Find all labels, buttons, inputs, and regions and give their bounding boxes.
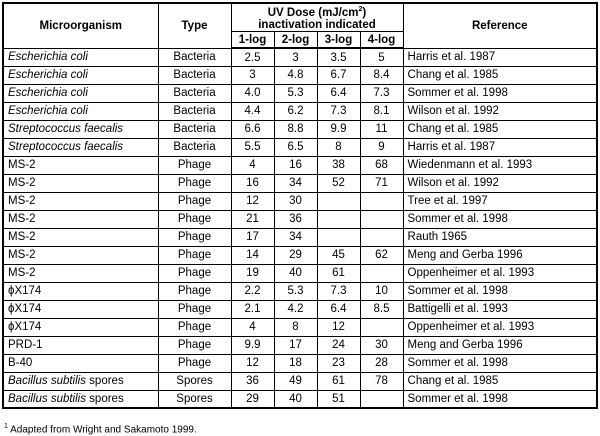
cell-reference: Wilson et al. 1992 [403,174,597,192]
cell-3-log: 9.9 [317,120,360,138]
cell-4-log [360,192,403,210]
cell-type: Bacteria [158,120,231,138]
cell-type: Spores [158,390,231,408]
cell-1-log: 21 [231,210,274,228]
cell-type: Phage [158,282,231,300]
cell-type: Phage [158,318,231,336]
cell-3-log: 61 [317,372,360,390]
cell-3-log: 6.4 [317,300,360,318]
table-row [3,192,597,210]
cell-1-log: 12 [231,192,274,210]
cell-1-log: 5.5 [231,138,274,156]
cell-2-log: 40 [274,264,317,282]
cell-3-log: 8 [317,138,360,156]
cell-1-log: 17 [231,228,274,246]
table-row [3,354,597,372]
cell-microorganism [3,390,158,408]
cell-4-log: 8.5 [360,300,403,318]
cell-microorganism: ϕX174 [3,300,158,318]
footnote [4,421,197,436]
cell-2-log: 34 [274,228,317,246]
cell-4-log [360,318,403,336]
cell-reference: Sommer et al. 1998 [403,210,597,228]
cell-2-log: 4.2 [274,300,317,318]
header-reference: Reference [403,3,597,48]
cell-microorganism: Escherichia coli [3,48,158,66]
cell-1-log: 3 [231,66,274,84]
cell-2-log: 6.5 [274,138,317,156]
cell-2-log: 8 [274,318,317,336]
cell-microorganism-italic: Bacillus subtilis [8,375,86,388]
cell-3-log: 51 [317,390,360,408]
cell-4-log: 62 [360,246,403,264]
cell-reference: Rauth 1965 [403,228,597,246]
cell-reference: Chang et al. 1985 [403,66,597,84]
cell-microorganism: ϕX174 [3,318,158,336]
cell-type: Phage [158,228,231,246]
cell-reference: Sommer et al. 1998 [403,84,597,102]
table-row [3,210,597,228]
cell-2-log: 6.2 [274,102,317,120]
cell-reference: Wiedenmann et al. 1993 [403,156,597,174]
footnote-mark: 1 [4,423,8,430]
cell-type: Bacteria [158,84,231,102]
cell-microorganism: MS-2 [3,228,158,246]
cell-type: Bacteria [158,66,231,84]
cell-2-log: 34 [274,174,317,192]
header-uv-dose-suffix: ) [362,6,367,19]
cell-4-log [360,264,403,282]
cell-type: Phage [158,246,231,264]
cell-microorganism: Escherichia coli [3,102,158,120]
cell-microorganism: MS-2 [3,264,158,282]
header-microorganism: Microorganism [3,3,158,48]
cell-type: Phage [158,300,231,318]
cell-3-log [317,192,360,210]
table-row [3,264,597,282]
cell-type: Phage [158,192,231,210]
cell-type: Phage [158,336,231,354]
cell-2-log: 49 [274,372,317,390]
header-uv-dose [231,3,403,31]
table-row [3,120,597,138]
cell-3-log: 7.3 [317,282,360,300]
cell-microorganism-rest: spores [85,375,124,388]
table-row [3,174,597,192]
cell-reference: Harris et al. 1987 [403,48,597,66]
cell-microorganism: ϕX174 [3,282,158,300]
cell-1-log: 2.2 [231,282,274,300]
cell-reference: Chang et al. 1985 [403,120,597,138]
cell-1-log: 36 [231,372,274,390]
table-row [3,318,597,336]
table-row [3,138,597,156]
cell-3-log: 52 [317,174,360,192]
cell-3-log: 23 [317,354,360,372]
table-row [3,336,597,354]
cell-3-log: 38 [317,156,360,174]
cell-1-log: 12 [231,354,274,372]
cell-3-log: 6.7 [317,66,360,84]
table-row [3,48,597,66]
cell-1-log: 19 [231,264,274,282]
cell-1-log: 2.1 [231,300,274,318]
cell-microorganism: MS-2 [3,210,158,228]
table-row [3,84,597,102]
cell-type: Phage [158,354,231,372]
table-row [3,156,597,174]
table-row [3,246,597,264]
header-uv-dose-prefix: UV Dose (mJ/cm [267,6,359,19]
cell-3-log: 6.4 [317,84,360,102]
cell-microorganism: MS-2 [3,246,158,264]
cell-type: Phage [158,174,231,192]
uv-dose-table [2,2,598,409]
cell-4-log: 68 [360,156,403,174]
cell-4-log [360,228,403,246]
cell-3-log: 3.5 [317,48,360,66]
cell-2-log: 29 [274,246,317,264]
table-body [3,48,597,408]
cell-microorganism: PRD-1 [3,336,158,354]
cell-2-log: 5.3 [274,84,317,102]
cell-4-log: 8.4 [360,66,403,84]
cell-reference: Tree et al. 1997 [403,192,597,210]
cell-reference: Harris et al. 1987 [403,138,597,156]
cell-microorganism [3,372,158,390]
cell-4-log: 11 [360,120,403,138]
cell-2-log: 40 [274,390,317,408]
cell-type: Phage [158,264,231,282]
cell-reference: Sommer et al. 1998 [403,354,597,372]
table-row [3,300,597,318]
table-row [3,102,597,120]
cell-1-log: 6.6 [231,120,274,138]
cell-4-log: 9 [360,138,403,156]
cell-1-log: 14 [231,246,274,264]
cell-microorganism: Streptococcus faecalis [3,138,158,156]
cell-3-log: 45 [317,246,360,264]
cell-type: Bacteria [158,102,231,120]
cell-3-log [317,228,360,246]
cell-type: Bacteria [158,48,231,66]
cell-2-log: 5.3 [274,282,317,300]
cell-1-log: 2.5 [231,48,274,66]
cell-3-log: 61 [317,264,360,282]
cell-4-log: 78 [360,372,403,390]
cell-reference: Sommer et al. 1998 [403,282,597,300]
header-2-log: 2-log [274,31,317,48]
cell-type: Phage [158,156,231,174]
cell-1-log: 4 [231,156,274,174]
header-3-log: 3-log [317,31,360,48]
cell-3-log: 24 [317,336,360,354]
table-row [3,228,597,246]
cell-1-log: 16 [231,174,274,192]
cell-3-log: 7.3 [317,102,360,120]
header-4-log: 4-log [360,31,403,48]
cell-4-log: 7.3 [360,84,403,102]
cell-4-log: 8.1 [360,102,403,120]
cell-1-log: 4 [231,318,274,336]
cell-4-log: 71 [360,174,403,192]
table-row [3,372,597,390]
footnote-text: Adapted from Wright and Sakamoto 1999. [7,424,197,436]
cell-2-log: 8.8 [274,120,317,138]
cell-1-log: 9.9 [231,336,274,354]
cell-2-log: 17 [274,336,317,354]
cell-1-log: 4.0 [231,84,274,102]
cell-1-log: 29 [231,390,274,408]
header-type: Type [158,3,231,48]
cell-microorganism-rest: spores [85,393,124,406]
cell-2-log: 30 [274,192,317,210]
cell-microorganism: Streptococcus faecalis [3,120,158,138]
cell-1-log: 4.4 [231,102,274,120]
cell-type: Spores [158,372,231,390]
cell-microorganism: MS-2 [3,192,158,210]
table-row [3,66,597,84]
cell-3-log: 12 [317,318,360,336]
table-row [3,282,597,300]
table-row [3,390,597,408]
cell-2-log: 3 [274,48,317,66]
cell-type: Bacteria [158,138,231,156]
cell-4-log: 30 [360,336,403,354]
cell-4-log: 28 [360,354,403,372]
cell-2-log: 18 [274,354,317,372]
cell-reference: Chang et al. 1985 [403,372,597,390]
header-uv-dose-sup: 2 [358,6,363,13]
cell-4-log [360,390,403,408]
cell-microorganism: MS-2 [3,156,158,174]
cell-reference: Sommer et al. 1998 [403,390,597,408]
cell-microorganism-italic: Bacillus subtilis [8,393,86,406]
cell-reference: Oppenheimer et al. 1993 [403,318,597,336]
cell-2-log: 16 [274,156,317,174]
cell-2-log: 4.8 [274,66,317,84]
cell-4-log: 5 [360,48,403,66]
cell-4-log [360,210,403,228]
cell-4-log: 10 [360,282,403,300]
cell-microorganism: B-40 [3,354,158,372]
cell-reference: Oppenheimer et al. 1993 [403,264,597,282]
cell-type: Phage [158,210,231,228]
header-uv-dose-line2: inactivation indicated [258,18,376,31]
cell-microorganism: MS-2 [3,174,158,192]
cell-2-log: 36 [274,210,317,228]
cell-reference: Battigelli et al. 1993 [403,300,597,318]
cell-3-log [317,210,360,228]
cell-reference: Meng and Gerba 1996 [403,336,597,354]
cell-reference: Meng and Gerba 1996 [403,246,597,264]
header-1-log: 1-log [231,31,274,48]
cell-microorganism: Escherichia coli [3,66,158,84]
cell-reference: Wilson et al. 1992 [403,102,597,120]
cell-microorganism: Escherichia coli [3,84,158,102]
